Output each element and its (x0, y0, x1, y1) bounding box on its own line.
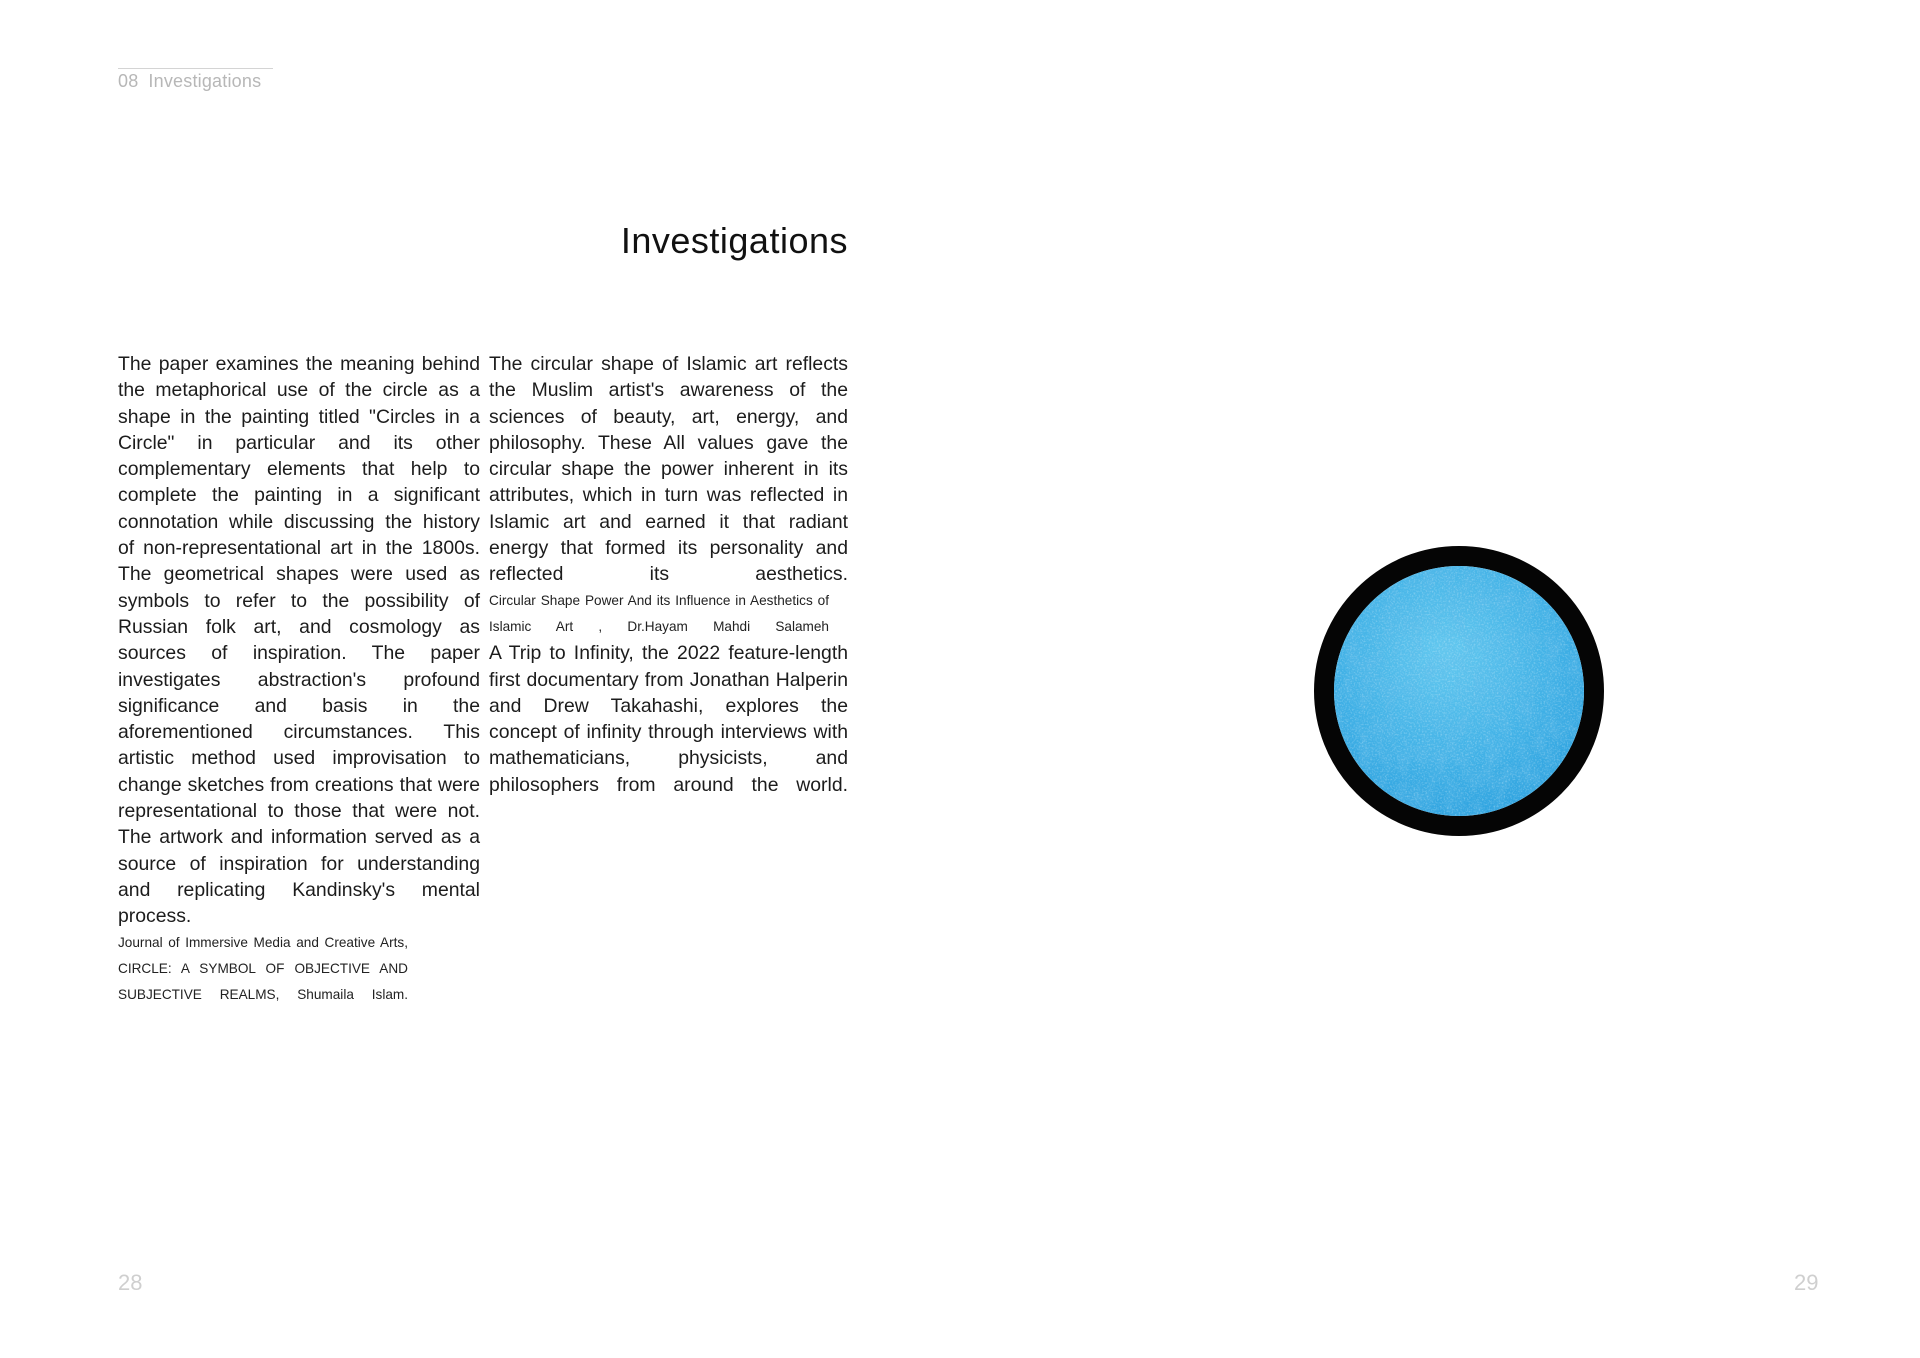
right-paragraph-2: A Trip to Infinity, the 2022 feature-length first documentary from Jonathan Halperin and Drew Takahashi, explores the concept of infinity through interviews with mathematicians, physicists, and philosophers from around the world. (489, 642, 848, 796)
page-number-right: 29 (1794, 1270, 1819, 1295)
page-title: Investigations (620, 220, 848, 261)
blue-circle-artwork (1314, 546, 1604, 836)
watercolor-texture (1334, 566, 1584, 816)
running-head-number: 08 (118, 71, 139, 91)
running-head-section: Investigations (148, 71, 262, 91)
right-paragraph-1: The circular shape of Islamic art reflects the Muslim artist's awareness of the sciences of beauty, art, energy, and philosophy. These All values gave the circular shape the power inherent in its attributes, which in turn was reflected in Islamic art and earned it that radiant energy that formed its personality and reflected its aesthetics. (489, 353, 848, 586)
left-citation: Journal of Immersive Media and Creative Arts, CIRCLE: A SYMBOL OF OBJECTIVE AND SUBJECTIVE REALMS, Shumaila Islam. (118, 934, 408, 1003)
running-head (118, 68, 273, 92)
page-number-left: 28 (118, 1270, 143, 1295)
left-body-paragraph: The paper examines the meaning behind the metaphorical use of the circle as a shape in the painting titled "Circles in a Circle" in particular and its other complementary elements that help to complete the painting in a significant connotation while discussing the history of non-representational art in the 1800s. The geometrical shapes were used as symbols to refer to the possibility of Russian folk art, and cosmology as sources of inspiration. The paper investigates abstraction's profound significance and basis in the aforementioned circumstances. This artistic method used improvisation to change sketches from creations that were representational to those that were not. The artwork and information served as a source of inspiration for understanding and replicating Kandinsky's mental process. (118, 353, 480, 928)
left-column (118, 351, 480, 1008)
right-column (489, 351, 848, 798)
right-citation: Circular Shape Power And its Influence in Aesthetics of Islamic Art , Dr.Hayam Mahdi Salameh (489, 592, 829, 634)
